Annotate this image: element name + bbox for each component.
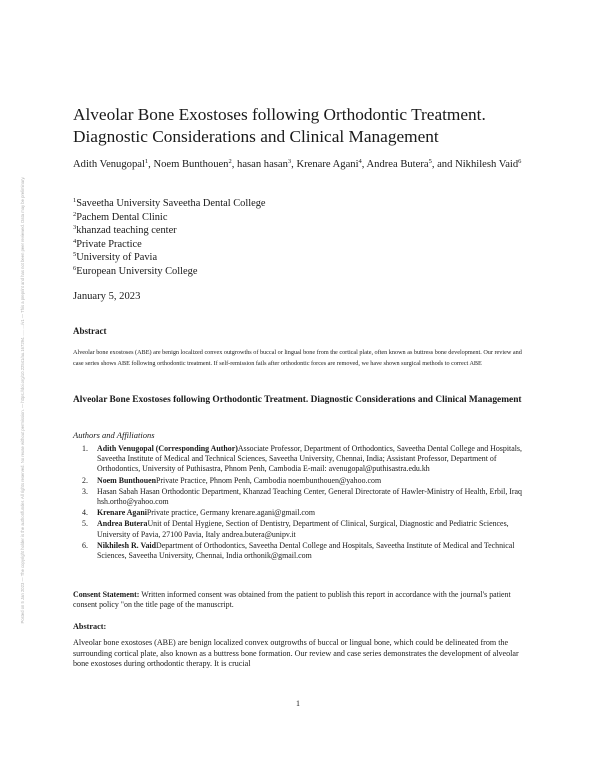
author-name: Adith Venugopal — [73, 159, 145, 170]
affiliation-line — [73, 238, 543, 252]
author-affiliation-marker: 1 — [144, 158, 149, 165]
section-title: Alveolar Bone Exostoses following Orthodontic Treatment. Diagnostic Considerations and Clinical Management — [73, 395, 522, 405]
affiliation-line — [73, 265, 543, 279]
affiliation-text: European University College — [76, 266, 198, 277]
affiliation-line — [73, 211, 543, 225]
author-separator: , — [291, 159, 297, 170]
affiliation-line — [73, 224, 543, 238]
consent-text: Written informed consent was obtained from the patient to publish this report in accordance with the journal's patient consent policy "on the title page of the manuscript. — [73, 590, 511, 610]
preprint-side-note: Posted on 5 Jan 2023 — The copyright holder is the author/funder. All rights reserved. No reuse without permission. — https://doi.org/10.22541/au.167294.........../v1 — This a preprint and has not been peer reviewed. Data may be preliminary. — [20, 176, 25, 624]
page-number: 1 — [296, 699, 300, 708]
list-item — [73, 541, 531, 561]
affiliation-line — [73, 197, 543, 211]
author-affiliation-marker: 4 — [358, 158, 362, 165]
list-number: 6. — [82, 540, 88, 550]
author-separator: , and — [431, 159, 456, 170]
author-affiliation-list — [73, 444, 531, 562]
affiliation-text: khanzad teaching center — [76, 225, 177, 237]
author-name: Noem Bunthouen — [153, 159, 229, 170]
list-number: 5. — [82, 519, 88, 529]
body-paragraph: Alveolar bone exostoses (ABE) are benign localized convex outgrowths of buccal or lingual bone, which could be delineated from the surrounding cortical plate, also known as a buttress bone formation. Our review and case series demonstrates the development of alveolar bone exostoses during orthodontic therapy. It is crucial — [73, 638, 519, 669]
list-item — [73, 444, 531, 475]
list-item — [73, 476, 531, 486]
list-item — [73, 508, 531, 518]
affiliation-marker: 5 — [73, 251, 77, 259]
author-affiliation-marker: 6 — [518, 158, 522, 165]
list-item — [73, 487, 531, 507]
author-separator: , — [148, 159, 154, 170]
list-author-details: Private practice, Germany krenare.agani@gmail.com — [146, 508, 315, 518]
author-name: Krenare Agani — [296, 159, 359, 170]
consent-label: Consent Statement: — [73, 590, 140, 599]
affiliation-text: Private Practice — [76, 238, 142, 250]
author-name: Andrea Butera — [366, 159, 429, 170]
affiliation-text: Saveetha University Saveetha Dental College — [76, 198, 266, 209]
publication-date: January 5, 2023 — [73, 291, 141, 302]
list-author-name: Nikhilesh R. Vaid — [97, 540, 156, 550]
author-separator: , — [231, 159, 238, 170]
author-affiliation-marker: 3 — [287, 158, 292, 165]
abstract-text: Alveolar bone exostoses (ABE) are benign localized convex outgrowths of buccal or lingual bone from the cortical plate, often known as buttress bone development. Our review and case series shows ABE following orthodontic treatment. If self-remission fails after orthodontic forces are removed, we have shown surgical methods to correct ABE — [73, 349, 522, 368]
list-author-name: Noem Bunthouen — [97, 475, 156, 485]
abstract2-heading: Abstract: — [73, 622, 107, 631]
author-affiliation-marker: 2 — [228, 158, 232, 165]
affiliation-marker: 2 — [73, 210, 77, 218]
list-author-details: Unit of Dental Hygiene, Section of Dentistry, Department of Clinical, Surgical, Diagnostic and Pediatric Sciences, University of Pavia, 27100 Pavia, Italy andrea.butera@unipv.it — [97, 519, 509, 539]
author-name: hasan hasan — [237, 159, 288, 170]
list-author-details: Associate Professor, Department of Orthodontics, Saveetha Dental College and Hospitals, Saveetha Institute of Medical and Technical Sciences, Saveetha University, Chennai, India; Assistant Professor, Department of Orthodontics, University of Puthisastra, Phnom Penh, Cambodia E-mail: avenugopal@puthisastra.edu.kh — [97, 444, 522, 474]
author-separator: , — [361, 159, 367, 170]
list-author-name: Krenare Agani — [97, 508, 147, 518]
list-author-details: Department of Orthodontics, Saveetha Dental College and Hospitals, Saveetha Institute of Medical and Technical Sciences, Saveetha University, Chennai, India orthonik@gmail.com — [97, 540, 515, 561]
authors-affiliations-label: Authors and Affiliations — [73, 430, 155, 440]
affiliation-marker: 4 — [73, 237, 77, 245]
consent-statement — [73, 590, 531, 611]
affiliation-text: Pachem Dental Clinic — [76, 211, 168, 223]
list-number: 2. — [82, 475, 88, 485]
author-name: Nikhilesh Vaid — [455, 159, 519, 170]
affiliation-marker: 3 — [73, 224, 77, 232]
list-number: 1. — [82, 444, 88, 453]
list-author-name: Andrea Butera — [97, 519, 148, 529]
list-item — [73, 519, 531, 539]
list-author-name: Adith Venugopal (Corresponding Author) — [97, 444, 238, 453]
paper-title: Alveolar Bone Exostoses following Orthodontic Treatment. Diagnostic Considerations and Clinical Management — [73, 105, 486, 146]
abstract-heading: Abstract — [73, 326, 107, 336]
list-number: 3. — [82, 486, 88, 496]
list-number: 4. — [82, 508, 88, 518]
affiliation-line — [73, 251, 543, 265]
affiliation-text: University of Pavia — [76, 252, 158, 264]
author-affiliation-marker: 5 — [428, 158, 432, 165]
author-line — [73, 157, 543, 173]
list-author-details: Hasan Sabah Hasan Orthodontic Department, Khanzad Teaching Center, General Directorate of Hawler-Ministry of Health, Erbil, Iraq hsh.ortho@yahoo.com — [97, 486, 522, 507]
affiliation-marker: 6 — [73, 265, 77, 272]
affiliation-marker: 1 — [73, 197, 77, 204]
list-author-details: Private Practice, Phnom Penh, Cambodia noembunthouen@yahoo.com — [155, 475, 382, 485]
